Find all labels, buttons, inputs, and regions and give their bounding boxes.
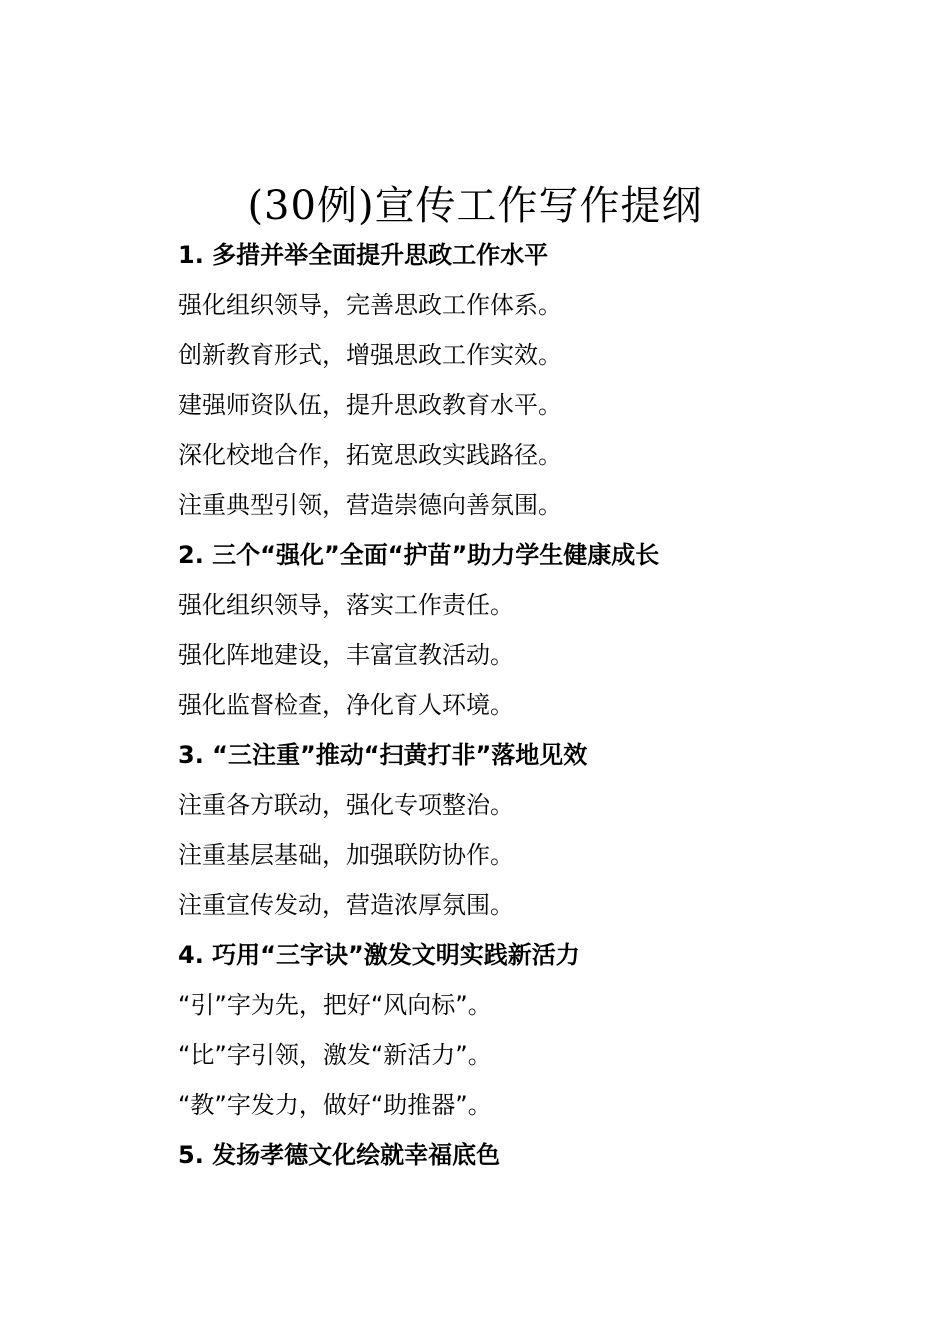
document-body	[178, 230, 878, 1180]
document-title: (30例)宣传工作写作提纲	[247, 183, 703, 229]
section-1	[178, 230, 878, 530]
section-2	[178, 530, 878, 730]
section-item: 建强师资队伍，提升思政教育水平。	[178, 391, 562, 419]
section-item: 创新教育形式，增强思政工作实效。	[178, 341, 562, 369]
section-item: “教”字发力，做好“助推器”。	[178, 1091, 492, 1119]
section-item: “引”字为先，把好“风向标”。	[178, 991, 492, 1019]
section-item: 强化组织领导，完善思政工作体系。	[178, 291, 562, 319]
section-item: 强化阵地建设，丰富宣教活动。	[178, 641, 514, 669]
section-3	[178, 730, 878, 930]
section-item: 注重基层基础，加强联防协作。	[178, 841, 514, 869]
section-heading: 4. 巧用“三字诀”激发文明实践新活力	[178, 941, 580, 969]
section-4	[178, 930, 878, 1130]
section-item: 注重宣传发动，营造浓厚氛围。	[178, 891, 514, 919]
section-item: 强化监督检查，净化育人环境。	[178, 691, 514, 719]
section-item: 深化校地合作，拓宽思政实践路径。	[178, 441, 562, 469]
section-item: “比”字引领，激发“新活力”。	[178, 1041, 492, 1069]
section-5	[178, 1130, 878, 1180]
section-heading: 1. 多措并举全面提升思政工作水平	[178, 241, 549, 269]
section-item: 注重典型引领，营造崇德向善氛围。	[178, 491, 562, 519]
section-item: 注重各方联动，强化专项整治。	[178, 791, 514, 819]
section-heading: 5. 发扬孝德文化绘就幸福底色	[178, 1141, 501, 1169]
section-heading: 2. 三个“强化”全面“护苗”助力学生健康成长	[178, 541, 660, 569]
section-heading: 3. “三注重”推动“扫黄打非”落地见效	[178, 741, 588, 769]
section-item: 强化组织领导，落实工作责任。	[178, 591, 514, 619]
